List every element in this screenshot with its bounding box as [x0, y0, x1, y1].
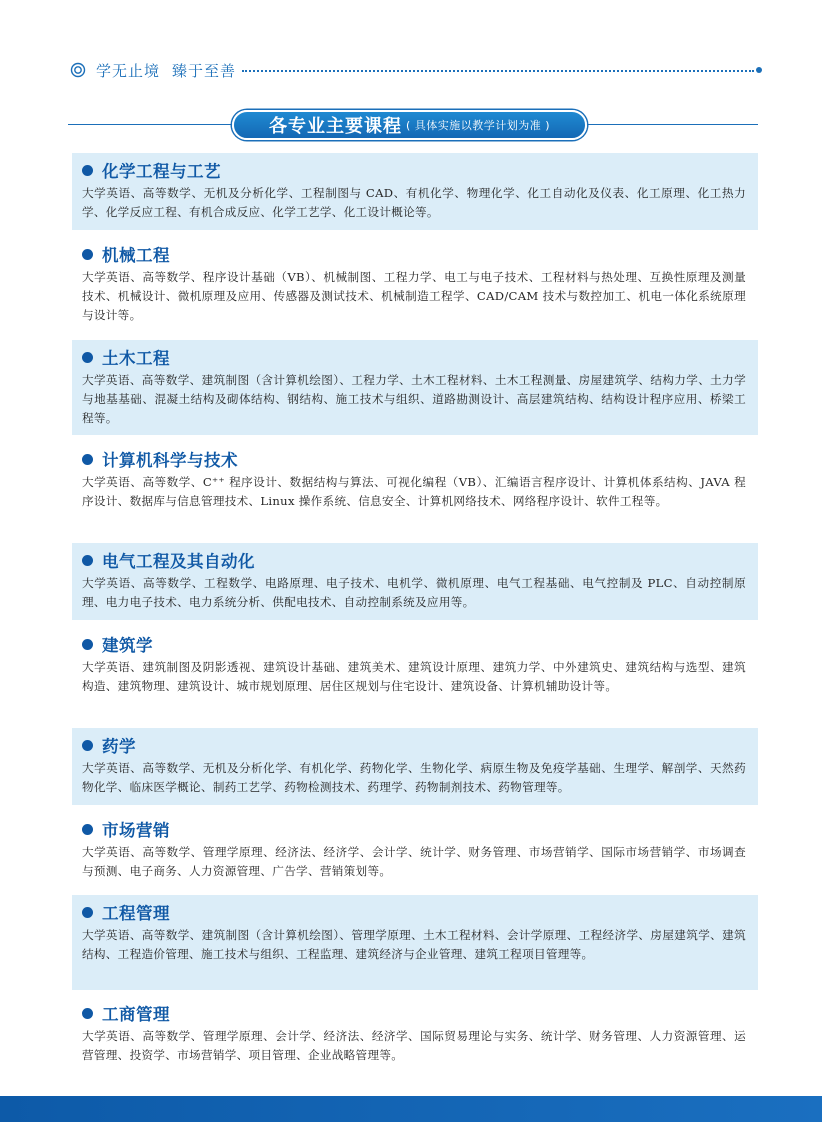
footer-bar: [0, 1096, 822, 1122]
header-dotted-rule: [242, 70, 754, 72]
page-title: [232, 110, 587, 140]
section-civil-engineering: [72, 340, 758, 435]
course-list: 大学英语、高等数学、程序设计基础（VB）、机械制图、工程力学、电工与电子技术、工程材料与热处理、互换性原理及测量技术、机械设计、微机原理及应用、传感器及测试技术、机械制造工程学、CAD/CAM 技术与数控加工、机电一体化系统原理与设计等。: [82, 270, 746, 322]
bullet-icon: [82, 907, 93, 918]
title-subtitle: ( 具体实施以教学计划为准 ): [405, 119, 551, 132]
section-pharmacy: [72, 728, 758, 805]
bullet-icon: [82, 454, 93, 465]
major-name: 计算机科学与技术: [102, 451, 238, 470]
section-title: [82, 1000, 746, 1026]
section-architecture: [72, 627, 758, 722]
section-business-administration: [72, 996, 758, 1073]
section-title: [82, 157, 746, 183]
course-list: 大学英语、建筑制图及阴影透视、建筑设计基础、建筑美术、建筑设计原理、建筑力学、中外建筑史、建筑结构与选型、建筑构造、建筑物理、建筑设计、城市规划原理、居住区规划与住宅设计、建筑设备、计算机辅助设计等。: [82, 660, 746, 693]
course-list: 大学英语、高等数学、管理学原理、会计学、经济法、经济学、国际贸易理论与实务、统计学、财务管理、人力资源管理、运营管理、投资学、市场营销学、项目管理、企业战略管理等。: [82, 1029, 746, 1062]
section-marketing: [72, 812, 758, 889]
header-motto: [96, 60, 236, 81]
section-electrical-engineering: [72, 543, 758, 620]
bullet-icon: [82, 249, 93, 260]
bullet-icon: [82, 352, 93, 363]
section-title: [82, 547, 746, 573]
section-computer-science: [72, 442, 758, 537]
course-list: 大学英语、高等数学、管理学原理、经济法、经济学、会计学、统计学、财务管理、市场营销学、国际市场营销学、市场调查与预测、电子商务、人力资源管理、广告学、营销策划等。: [82, 845, 746, 878]
course-list: 大学英语、高等数学、建筑制图（含计算机绘图）、管理学原理、土木工程材料、会计学原理、工程经济学、房屋建筑学、建筑结构、工程造价管理、施工技术与组织、工程监理、建筑经济与企业管理、建筑工程项目管理等。: [82, 928, 746, 961]
section-chemical-engineering: [72, 153, 758, 230]
major-name: 市场营销: [102, 821, 170, 840]
double-circle-icon: [70, 62, 86, 78]
major-name: 工程管理: [102, 904, 170, 923]
header-end-dot: [756, 67, 762, 73]
section-engineering-management: [72, 895, 758, 990]
major-name: 药学: [102, 737, 136, 756]
major-name: 工商管理: [102, 1005, 170, 1024]
section-title: [82, 631, 746, 657]
section-title: [82, 899, 746, 925]
motto-part-1: 学无止境: [96, 61, 161, 80]
section-title: [82, 732, 746, 758]
course-list: 大学英语、高等数学、无机及分析化学、有机化学、药物化学、生物化学、病原生物及免疫学基础、生理学、解剖学、天然药物化学、临床医学概论、制药工艺学、药物检测技术、药理学、药物制剂技术、药物管理等。: [82, 761, 746, 794]
motto-part-2: 臻于至善: [172, 61, 237, 80]
section-title: [82, 241, 746, 267]
bullet-icon: [82, 1008, 93, 1019]
bullet-icon: [82, 555, 93, 566]
bullet-icon: [82, 740, 93, 751]
course-list: 大学英语、高等数学、建筑制图（含计算机绘图）、工程力学、土木工程材料、土木工程测量、房屋建筑学、结构力学、土力学与地基基础、混凝土结构及砌体结构、钢结构、施工技术与组织、道路勘测设计、高层建筑结构、结构设计程序应用、桥梁工程等。: [82, 373, 746, 425]
bullet-icon: [82, 639, 93, 650]
section-title: [82, 816, 746, 842]
major-name: 土木工程: [102, 349, 170, 368]
section-title: [82, 446, 746, 472]
major-name: 电气工程及其自动化: [102, 552, 255, 571]
section-title: [82, 344, 746, 370]
major-name: 建筑学: [102, 636, 153, 655]
page-header: [70, 58, 762, 82]
course-list: 大学英语、高等数学、C⁺⁺ 程序设计、数据结构与算法、可视化编程（VB）、汇编语言程序设计、计算机体系结构、JAVA 程序设计、数据库与信息管理技术、Linux 操作系统、信息安全、计算机网络技术、网络程序设计、软件工程等。: [82, 475, 746, 508]
course-list: 大学英语、高等数学、无机及分析化学、工程制图与 CAD、有机化学、物理化学、化工自动化及仪表、化工原理、化工热力学、化学反应工程、有机合成反应、化学工艺学、化工设计概论等。: [82, 186, 746, 219]
title-main: 各专业主要课程: [268, 116, 402, 137]
bullet-icon: [82, 165, 93, 176]
major-name: 化学工程与工艺: [102, 162, 221, 181]
bullet-icon: [82, 824, 93, 835]
course-list: 大学英语、高等数学、工程数学、电路原理、电子技术、电机学、微机原理、电气工程基础、电气控制及 PLC、自动控制原理、电力电子技术、电力系统分析、供配电技术、自动控制系统及应用等。: [82, 576, 746, 609]
section-mechanical-engineering: [72, 237, 758, 332]
major-name: 机械工程: [102, 246, 170, 265]
